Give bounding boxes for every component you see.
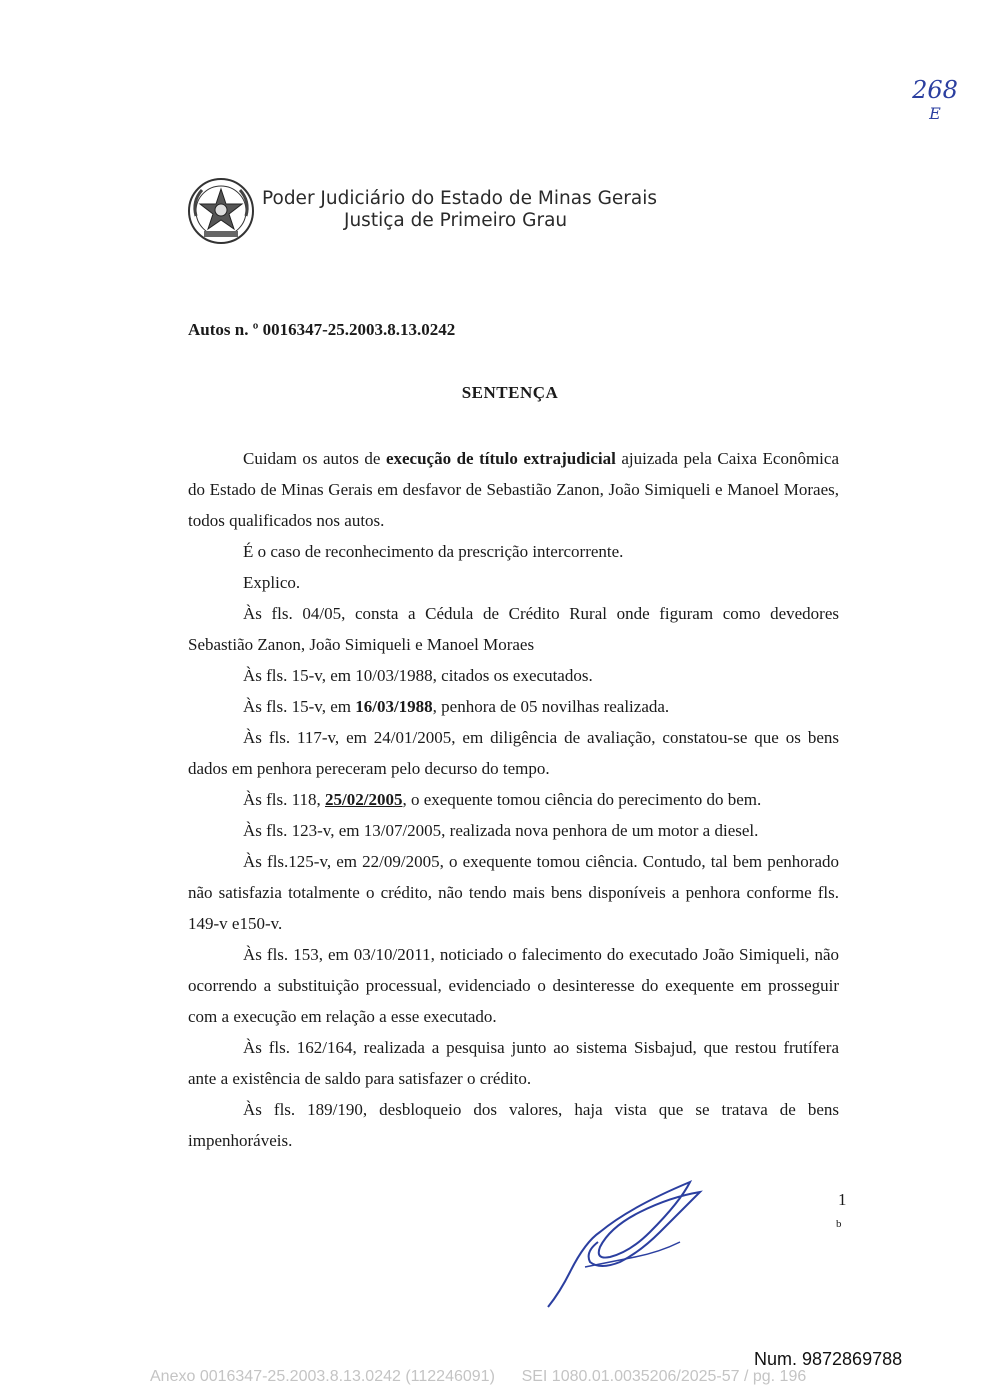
- case-number: Autos n. º 0016347-25.2003.8.13.0242: [188, 320, 456, 339]
- handwritten-note-number: 268: [912, 76, 958, 104]
- document-title: SENTENÇA: [461, 383, 559, 402]
- paragraph: É o caso de reconhecimento da prescrição intercorrente.: [243, 542, 624, 561]
- handwritten-page-note: [905, 78, 965, 126]
- paragraph: Às fls. 118, 25/02/2005, o exequente tomou ciência do perecimento do bem.: [243, 790, 762, 809]
- paragraph: Às fls. 15-v, em 10/03/1988, citados os executados.: [243, 666, 593, 685]
- footer-annex: Anexo 0016347-25.2003.8.13.0242 (112246091): [150, 1368, 495, 1385]
- paragraph: Às fls. 153, em 03/10/2011, noticiado o falecimento do executado João Simiqueli, não ocorrendo a substituição processual, evidenciado o desinteresse do exequente em prosseguir com a execução em relação a esse executado.: [188, 945, 839, 1026]
- paragraph: Explico.: [243, 573, 301, 592]
- paragraph: Às fls. 162/164, realizada a pesquisa junto ao sistema Sisbajud, que restou frutífera ante a existência de saldo para satisfazer o crédito.: [188, 1038, 839, 1088]
- footer-stamp: [150, 1368, 806, 1386]
- paragraph: Às fls. 15-v, em 16/03/1988, penhora de 05 novilhas realizada.: [243, 697, 670, 716]
- paragraph: Às fls. 117-v, em 24/01/2005, em diligência de avaliação, constatou-se que os bens dados em penhora pereceram pelo decurso do tempo.: [188, 728, 839, 778]
- paragraph: Cuidam os autos de execução de título extrajudicial ajuizada pela Caixa Econômica do Estado de Minas Gerais em desfavor de Sebastião Zanon, João Simiqueli e Manoel Moraes, todos qualificados nos autos.: [188, 449, 839, 530]
- court-instance: Justiça de Primeiro Grau: [344, 210, 568, 231]
- footer-sei-reference: SEI 1080.01.0035206/2025-57 / pg. 196: [521, 1368, 807, 1385]
- document-body: [188, 443, 839, 1156]
- paragraph: Às fls. 189/190, desbloqueio dos valores, haja vista que se tratava de bens impenhoráveis.: [188, 1100, 839, 1150]
- handwritten-note-letter: E: [929, 104, 941, 123]
- document-number: Num. 9872869788: [754, 1349, 903, 1369]
- court-name: Poder Judiciário do Estado de Minas Gerais: [262, 188, 658, 209]
- bold-term: execução de título extrajudicial: [385, 449, 616, 468]
- handwritten-signature: [540, 1172, 720, 1312]
- page-number: 1: [838, 1190, 847, 1209]
- court-header: [262, 188, 657, 232]
- paragraph: Às fls.125-v, em 22/09/2005, o exequente tomou ciência. Contudo, tal bem penhorado não satisfazia totalmente o crédito, não tendo mais bens disponíveis a penhora conforme fls. 149-v e150-v.: [188, 852, 839, 933]
- underlined-date: 25/02/2005: [325, 790, 403, 809]
- page-mark: b: [836, 1218, 842, 1230]
- bold-date: 16/03/1988: [355, 697, 433, 716]
- paragraph: Às fls. 123-v, em 13/07/2005, realizada nova penhora de um motor a diesel.: [243, 821, 759, 840]
- paragraph: Às fls. 04/05, consta a Cédula de Crédito Rural onde figuram como devedores Sebastião Zanon, João Simiqueli e Manoel Moraes: [188, 604, 839, 654]
- coat-of-arms-seal-icon: [186, 176, 256, 246]
